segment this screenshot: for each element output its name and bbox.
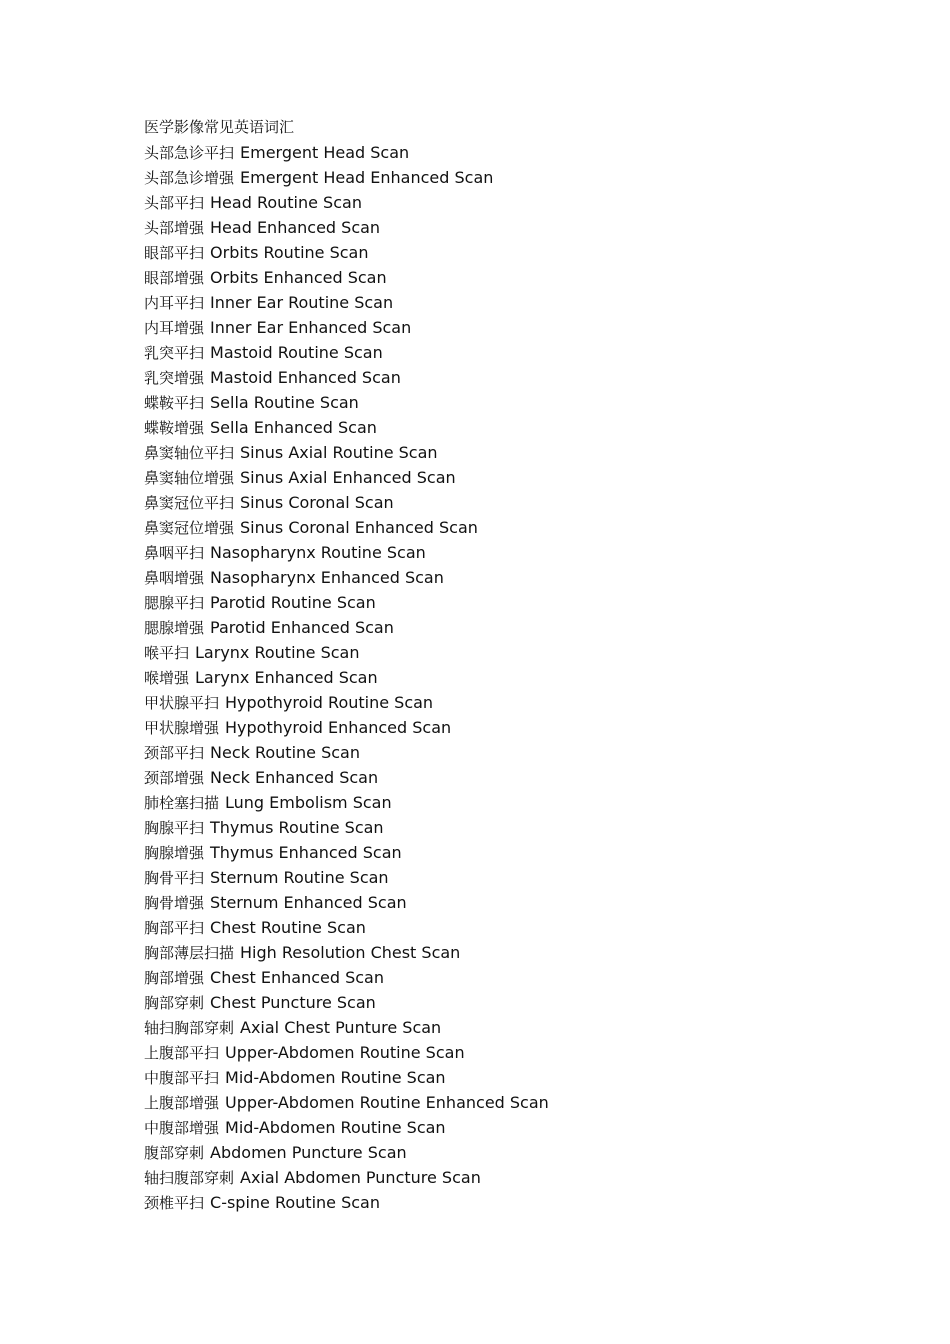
vocabulary-entry xyxy=(144,740,904,765)
chinese-term: 胸骨增强 xyxy=(144,894,205,912)
vocabulary-entry xyxy=(144,190,904,215)
english-term: Mid-Abdomen Routine Scan xyxy=(225,1068,446,1087)
chinese-term: 胸腺增强 xyxy=(144,844,205,862)
english-term: Axial Chest Punture Scan xyxy=(240,1018,442,1037)
vocabulary-entry xyxy=(144,640,904,665)
chinese-term: 甲状腺增强 xyxy=(144,719,220,737)
english-term: Abdomen Puncture Scan xyxy=(210,1143,407,1162)
english-term: Emergent Head Scan xyxy=(240,143,410,162)
english-term: Sternum Routine Scan xyxy=(210,868,389,887)
english-term: Neck Routine Scan xyxy=(210,743,360,762)
vocabulary-entry xyxy=(144,1065,904,1090)
vocabulary-entry xyxy=(144,390,904,415)
vocabulary-entry xyxy=(144,165,904,190)
english-term: Sella Enhanced Scan xyxy=(210,418,377,437)
vocabulary-entry xyxy=(144,415,904,440)
vocabulary-entry xyxy=(144,140,904,165)
vocabulary-entry xyxy=(144,540,904,565)
chinese-term: 内耳平扫 xyxy=(144,294,205,312)
chinese-term: 胸部穿刺 xyxy=(144,994,205,1012)
english-term: Chest Puncture Scan xyxy=(210,993,376,1012)
vocabulary-entry xyxy=(144,890,904,915)
chinese-term: 轴扫腹部穿刺 xyxy=(144,1169,235,1187)
vocabulary-entry xyxy=(144,1115,904,1140)
english-term: Neck Enhanced Scan xyxy=(210,768,379,787)
english-term: C-spine Routine Scan xyxy=(210,1193,380,1212)
vocabulary-entry xyxy=(144,940,904,965)
chinese-term: 中腹部增强 xyxy=(144,1119,220,1137)
chinese-term: 蝶鞍平扫 xyxy=(144,394,205,412)
chinese-term: 头部急诊平扫 xyxy=(144,144,235,162)
vocabulary-entry xyxy=(144,240,904,265)
vocabulary-entry xyxy=(144,265,904,290)
english-term: Orbits Enhanced Scan xyxy=(210,268,387,287)
english-term: Axial Abdomen Puncture Scan xyxy=(240,1168,481,1187)
vocabulary-entry xyxy=(144,790,904,815)
chinese-term: 鼻窦冠位增强 xyxy=(144,519,235,537)
vocabulary-entry xyxy=(144,365,904,390)
english-term: Upper-Abdomen Routine Scan xyxy=(225,1043,465,1062)
english-term: Sinus Coronal Enhanced Scan xyxy=(240,518,478,537)
english-term: Inner Ear Routine Scan xyxy=(210,293,394,312)
vocabulary-entry xyxy=(144,440,904,465)
english-term: Emergent Head Enhanced Scan xyxy=(240,168,494,187)
vocabulary-entry xyxy=(144,1090,904,1115)
vocabulary-entry xyxy=(144,1165,904,1190)
chinese-term: 喉平扫 xyxy=(144,644,190,662)
chinese-term: 中腹部平扫 xyxy=(144,1069,220,1087)
chinese-term: 胸腺平扫 xyxy=(144,819,205,837)
vocabulary-entry xyxy=(144,690,904,715)
english-term: Sinus Coronal Scan xyxy=(240,493,394,512)
english-term: High Resolution Chest Scan xyxy=(240,943,461,962)
english-term: Nasopharynx Routine Scan xyxy=(210,543,426,562)
vocabulary-entry xyxy=(144,1040,904,1065)
vocabulary-entry xyxy=(144,840,904,865)
vocabulary-entry xyxy=(144,965,904,990)
chinese-term: 颈部平扫 xyxy=(144,744,205,762)
vocabulary-entry xyxy=(144,915,904,940)
document-title: 医学影像常见英语词汇 xyxy=(144,118,295,136)
english-term: Parotid Routine Scan xyxy=(210,593,376,612)
chinese-term: 鼻咽增强 xyxy=(144,569,205,587)
vocabulary-entry xyxy=(144,1140,904,1165)
chinese-term: 头部急诊增强 xyxy=(144,169,235,187)
chinese-term: 肺栓塞扫描 xyxy=(144,794,220,812)
vocabulary-entry xyxy=(144,1190,904,1215)
vocabulary-entry xyxy=(144,465,904,490)
chinese-term: 头部平扫 xyxy=(144,194,205,212)
chinese-term: 胸部增强 xyxy=(144,969,205,987)
english-term: Mid-Abdomen Routine Scan xyxy=(225,1118,446,1137)
chinese-term: 胸部平扫 xyxy=(144,919,205,937)
english-term: Sinus Axial Routine Scan xyxy=(240,443,438,462)
chinese-term: 腹部穿刺 xyxy=(144,1144,205,1162)
chinese-term: 颈部增强 xyxy=(144,769,205,787)
english-term: Thymus Routine Scan xyxy=(210,818,384,837)
chinese-term: 上腹部增强 xyxy=(144,1094,220,1112)
vocabulary-entry xyxy=(144,765,904,790)
chinese-term: 腮腺增强 xyxy=(144,619,205,637)
chinese-term: 鼻窦轴位增强 xyxy=(144,469,235,487)
chinese-term: 颈椎平扫 xyxy=(144,1194,205,1212)
chinese-term: 胸骨平扫 xyxy=(144,869,205,887)
vocabulary-entry xyxy=(144,1015,904,1040)
english-term: Sternum Enhanced Scan xyxy=(210,893,407,912)
chinese-term: 眼部增强 xyxy=(144,269,205,287)
english-term: Orbits Routine Scan xyxy=(210,243,369,262)
chinese-term: 喉增强 xyxy=(144,669,190,687)
vocabulary-entry xyxy=(144,815,904,840)
chinese-term: 头部增强 xyxy=(144,219,205,237)
chinese-term: 鼻咽平扫 xyxy=(144,544,205,562)
vocabulary-list xyxy=(144,115,904,1215)
chinese-term: 轴扫胸部穿刺 xyxy=(144,1019,235,1037)
chinese-term: 腮腺平扫 xyxy=(144,594,205,612)
english-term: Mastoid Routine Scan xyxy=(210,343,383,362)
vocabulary-entry xyxy=(144,315,904,340)
vocabulary-entry xyxy=(144,340,904,365)
english-term: Inner Ear Enhanced Scan xyxy=(210,318,412,337)
entries-container xyxy=(144,140,904,1215)
english-term: Head Routine Scan xyxy=(210,193,362,212)
vocabulary-entry xyxy=(144,215,904,240)
chinese-term: 鼻窦轴位平扫 xyxy=(144,444,235,462)
vocabulary-entry xyxy=(144,615,904,640)
chinese-term: 上腹部平扫 xyxy=(144,1044,220,1062)
english-term: Thymus Enhanced Scan xyxy=(210,843,402,862)
chinese-term: 眼部平扫 xyxy=(144,244,205,262)
english-term: Nasopharynx Enhanced Scan xyxy=(210,568,444,587)
english-term: Larynx Enhanced Scan xyxy=(195,668,378,687)
chinese-term: 乳突增强 xyxy=(144,369,205,387)
vocabulary-entry xyxy=(144,990,904,1015)
chinese-term: 内耳增强 xyxy=(144,319,205,337)
english-term: Sinus Axial Enhanced Scan xyxy=(240,468,456,487)
chinese-term: 乳突平扫 xyxy=(144,344,205,362)
vocabulary-entry xyxy=(144,290,904,315)
english-term: Sella Routine Scan xyxy=(210,393,359,412)
vocabulary-entry xyxy=(144,665,904,690)
english-term: Chest Routine Scan xyxy=(210,918,366,937)
english-term: Hypothyroid Routine Scan xyxy=(225,693,434,712)
vocabulary-entry xyxy=(144,565,904,590)
english-term: Hypothyroid Enhanced Scan xyxy=(225,718,452,737)
english-term: Upper-Abdomen Routine Enhanced Scan xyxy=(225,1093,549,1112)
vocabulary-entry xyxy=(144,865,904,890)
vocabulary-entry xyxy=(144,590,904,615)
chinese-term: 蝶鞍增强 xyxy=(144,419,205,437)
vocabulary-entry xyxy=(144,715,904,740)
english-term: Larynx Routine Scan xyxy=(195,643,360,662)
english-term: Parotid Enhanced Scan xyxy=(210,618,394,637)
chinese-term: 甲状腺平扫 xyxy=(144,694,220,712)
english-term: Chest Enhanced Scan xyxy=(210,968,384,987)
chinese-term: 鼻窦冠位平扫 xyxy=(144,494,235,512)
english-term: Mastoid Enhanced Scan xyxy=(210,368,401,387)
english-term: Lung Embolism Scan xyxy=(225,793,392,812)
vocabulary-entry xyxy=(144,515,904,540)
chinese-term: 胸部薄层扫描 xyxy=(144,944,235,962)
english-term: Head Enhanced Scan xyxy=(210,218,381,237)
vocabulary-entry xyxy=(144,490,904,515)
